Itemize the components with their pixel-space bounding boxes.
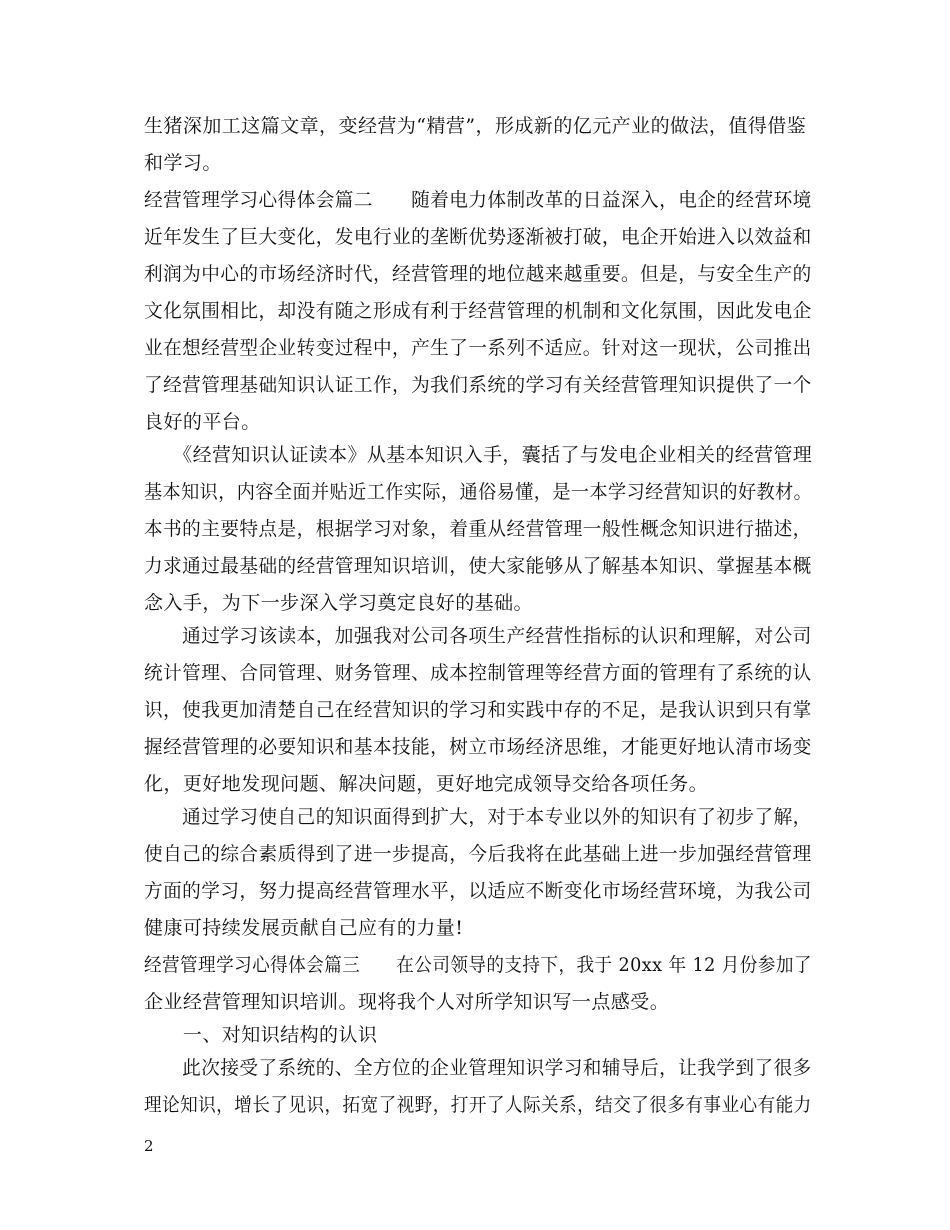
body-text-line: 化，更好地发现问题、解决问题，更好地完成领导交给各项任务。 (144, 773, 709, 795)
body-text-line: 业在想经营型企业转变过程中，产生了一系列不适应。针对这一现状，公司推出 (144, 337, 812, 359)
body-text-line: 企业经营管理知识培训。现将我个人对所学知识写一点感受。 (144, 991, 670, 1013)
body-text-line: 文化氛围相比，却没有随之形成有利于经营管理的机制和文化氛围，因此发电企 (144, 300, 812, 322)
body-text-line: 基本知识，内容全面并贴近工作实际，通俗易懂，是一本学习经营知识的好教材。 (144, 481, 813, 503)
body-text-line: 力求通过最基础的经营管理知识培训，使大家能够从了解基本知识、掌握基本概 (144, 555, 812, 577)
body-text-line: 此次接受了系统的、全方位的企业管理知识学习和辅导后，让我学到了很多 (144, 1057, 812, 1079)
body-text-line: 近年发生了巨大变化，发电行业的垄断优势逐渐被打破，电企开始进入以效益和 (144, 226, 812, 248)
body-text-line: 《经营知识认证读本》从基本知识入手，囊括了与发电企业相关的经营管理 (144, 444, 813, 466)
body-text-line: 良好的平台。 (144, 411, 261, 433)
body-text-line: 统计管理、合同管理、财务管理、成本控制管理等经营方面的管理有了系统的认 (144, 662, 812, 684)
body-text-line: 了经营管理基础知识认证工作，为我们系统的学习有关经营管理知识提供了一个 (144, 374, 812, 396)
body-text-line: 本书的主要特点是，根据学习对象，着重从经营管理一般性概念知识进行描述， (144, 518, 812, 540)
body-text-line: 握经营管理的必要知识和基本技能，树立市场经济思维，才能更好地认清市场变 (144, 736, 812, 758)
body-text-line: 生猪深加工这篇文章，变经营为“精营”，形成新的亿元产业的做法，值得借鉴 (144, 115, 807, 137)
subheading-line: 一、对知识结构的认识 (144, 1024, 378, 1046)
body-text-line: 利润为中心的市场经济时代，经营管理的地位越来越重要。但是，与安全生产的 (144, 263, 812, 285)
body-text-line: 念入手，为下一步深入学习奠定良好的基础。 (144, 592, 534, 614)
section-heading-line: 经营管理学习心得体会篇二 随着电力体制改革的日益深入，电企的经营环境 (144, 189, 812, 211)
page-number: 2 (144, 1137, 154, 1155)
body-text-line: 识，使我更加清楚自己在经营知识的学习和实践中存的不足，是我认识到只有掌 (144, 699, 812, 721)
section-heading-line: 经营管理学习心得体会篇三 在公司领导的支持下，我于 20xx 年 12 月份参加了 (144, 954, 812, 976)
body-text-line: 方面的学习，努力提高经营管理水平，以适应不断变化市场经营环境，为我公司 (144, 880, 812, 902)
body-text-line: 健康可持续发展贡献自己应有的力量! (144, 917, 464, 939)
body-text-line: 使自己的综合素质得到了进一步提高，今后我将在此基础上进一步加强经营管理 (144, 843, 812, 865)
body-text-line: 通过学习该读本，加强我对公司各项生产经营性指标的认识和理解，对公司 (144, 625, 812, 647)
body-text-line: 理论知识，增长了见识，拓宽了视野，打开了人际关系，结交了很多有事业心有能力 (144, 1094, 812, 1116)
body-text-line: 和学习。 (144, 152, 222, 174)
body-text-line: 通过学习使自己的知识面得到扩大，对于本专业以外的知识有了初步了解， (144, 806, 812, 828)
